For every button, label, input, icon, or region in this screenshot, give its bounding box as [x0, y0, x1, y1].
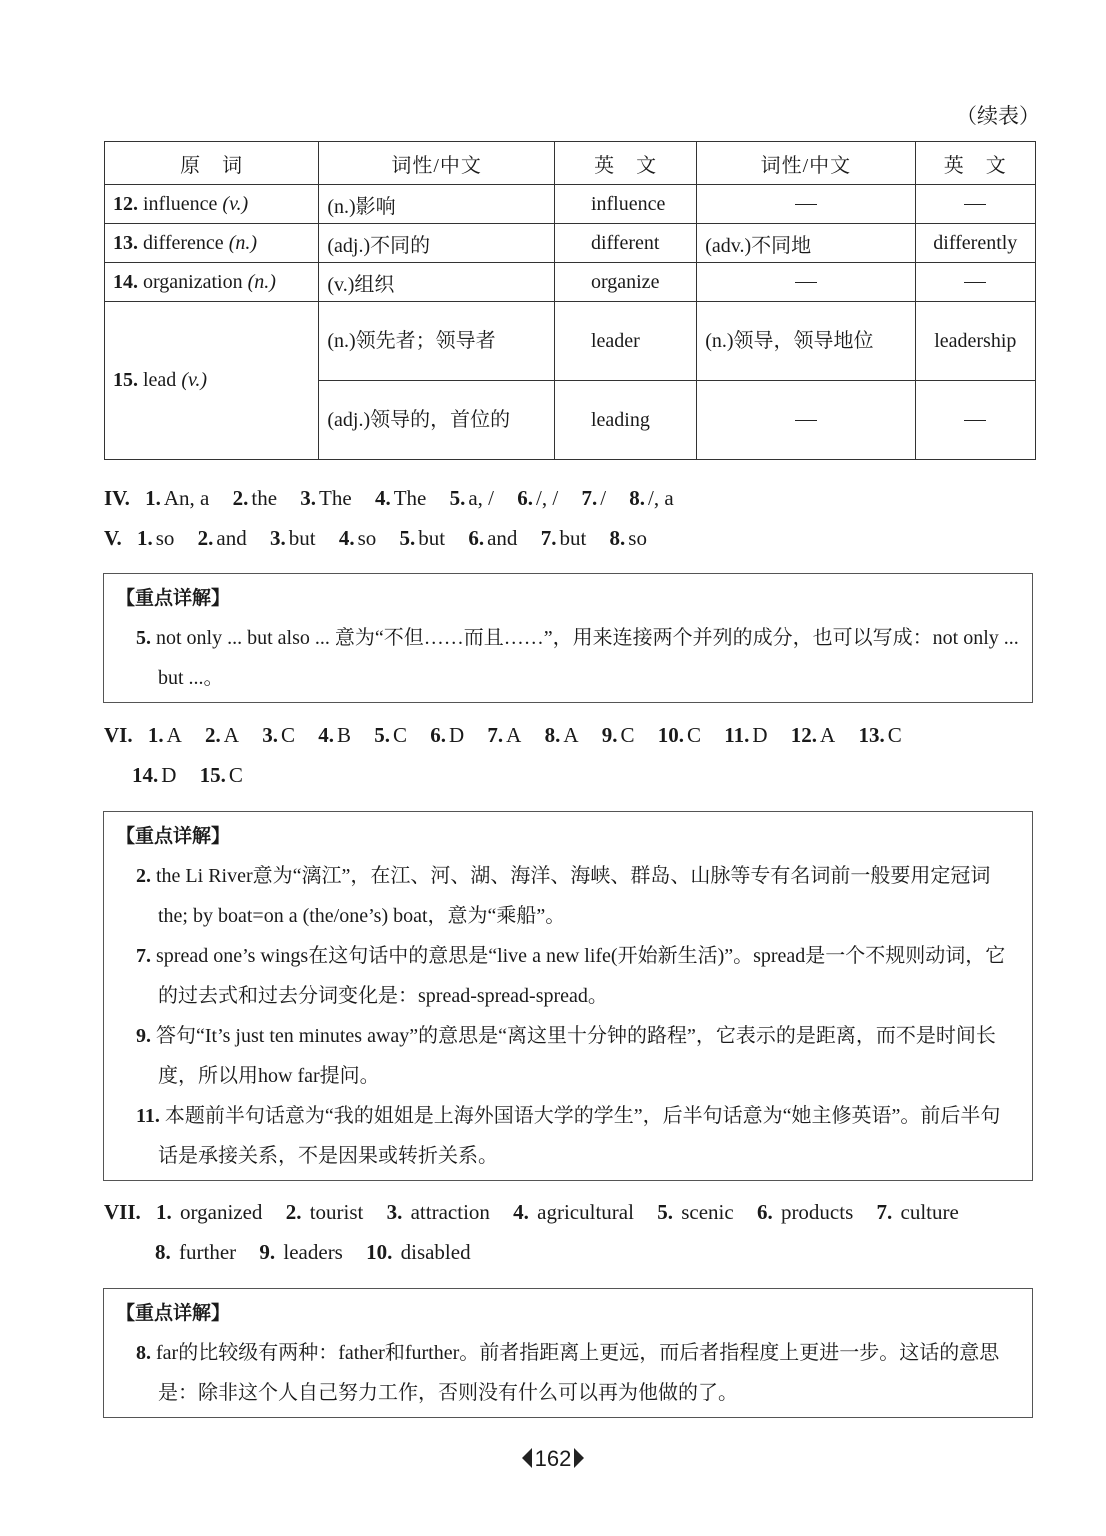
- english-word: influence: [554, 185, 696, 224]
- answers-section-vi: VI. 1. A 2. A 3. C 4. B 5. C 6. D 7. A 8. A 9. C 10. C 11. D 12. A 13. C: [104, 723, 902, 747]
- explanation-title: 【重点详解】: [116, 825, 231, 847]
- original-word: 15. lead (v.): [105, 302, 319, 460]
- pos-chinese: (v.)组织: [319, 263, 555, 302]
- english-word: leadership: [915, 302, 1035, 381]
- explanation-note: 5. not only ... but also ... 意为“不但……而且……”，用来连接两个并列的成分，也可以写成：not only ... but ...。: [136, 627, 1019, 689]
- empty-dash: [915, 263, 1035, 302]
- explanation-note: 8. far的比较级有两种：father和further。前者指距离上更远，而后者指程度上更进一步。这话的意思是：除非这个人自己努力工作，否则没有什么可以再为他做的了。: [136, 1342, 1000, 1404]
- pos-chinese: (n.)影响: [319, 185, 555, 224]
- pos-chinese: (n.)领导，领导地位: [697, 302, 915, 381]
- answers-section-vii-continued: 8. further 9. leaders 10. disabled: [155, 1240, 471, 1264]
- empty-dash: [697, 263, 915, 302]
- pos-chinese: (adj.)领导的，首位的: [319, 381, 555, 460]
- empty-dash: [697, 381, 915, 460]
- explanation-note: 2. the Li River意为“漓江”，在江、河、湖、海洋、海峡、群岛、山脉等专有名词前一般要用定冠词the; by boat=on a (the/one’s) boat，意为“乘船”。: [136, 865, 991, 927]
- explanation-title: 【重点详解】: [116, 1302, 231, 1324]
- english-word: differently: [915, 224, 1035, 263]
- header-pos-chinese-2: 词性/中文: [697, 142, 915, 185]
- key-explanation-box-1: [103, 573, 1033, 703]
- key-explanation-box-2: [103, 811, 1033, 1181]
- vocabulary-table: [104, 141, 1036, 460]
- header-english-1: 英 文: [554, 142, 696, 185]
- answers-section-v: V. 1. so 2. and 3. but 4. so 5. but 6. and 7. but 8. so: [104, 526, 647, 550]
- page-number: 162: [0, 1446, 1106, 1472]
- pos-chinese: (adj.)不同的: [319, 224, 555, 263]
- original-word: 14. organization (n.): [105, 263, 319, 302]
- english-word: organize: [554, 263, 696, 302]
- table-row: [105, 224, 1036, 263]
- empty-dash: [915, 381, 1035, 460]
- explanation-note: 9. 答句“It’s just ten minutes away”的意思是“离这里十分钟的路程”，它表示的是距离，而不是时间长度，所以用how far提问。: [136, 1025, 996, 1087]
- header-original-word: 原 词: [105, 142, 319, 185]
- pos-chinese: (n.)领先者；领导者: [319, 302, 555, 381]
- empty-dash: [915, 185, 1035, 224]
- explanation-note: 7. spread one’s wings在这句话中的意思是“live a new life(开始新生活)”。spread是一个不规则动词，它的过去式和过去分词变化是：spread-spread-spread。: [136, 945, 1006, 1007]
- table-header-row: [105, 142, 1036, 185]
- continued-label: （续表）: [956, 104, 1040, 128]
- english-word: leader: [554, 302, 696, 381]
- table-row: [105, 263, 1036, 302]
- left-arrow-icon: [522, 1448, 532, 1468]
- explanation-note: 11. 本题前半句话意为“我的姐姐是上海外国语大学的学生”，后半句话意为“她主修英语”。前后半句话是承接关系，不是因果或转折关系。: [136, 1105, 1001, 1167]
- header-pos-chinese-1: 词性/中文: [319, 142, 555, 185]
- table-row: [105, 185, 1036, 224]
- pos-chinese: (adv.)不同地: [697, 224, 915, 263]
- answers-section-vi-continued: 14. D 15. C: [132, 763, 243, 787]
- english-word: leading: [554, 381, 696, 460]
- table-row: [105, 302, 1036, 381]
- answers-section-vii: VII. 1. organized 2. tourist 3. attraction 4. agricultural 5. scenic 6. products 7. culture: [104, 1200, 959, 1224]
- right-arrow-icon: [574, 1448, 584, 1468]
- key-explanation-box-3: [103, 1288, 1033, 1418]
- original-word: 12. influence (v.): [105, 185, 319, 224]
- header-english-2: 英 文: [915, 142, 1035, 185]
- original-word: 13. difference (n.): [105, 224, 319, 263]
- empty-dash: [697, 185, 915, 224]
- answers-section-iv: IV. 1. An, a 2. the 3. The 4. The 5. a, / 6. /, / 7. / 8. /, a: [104, 486, 674, 510]
- explanation-title: 【重点详解】: [116, 587, 231, 609]
- english-word: different: [554, 224, 696, 263]
